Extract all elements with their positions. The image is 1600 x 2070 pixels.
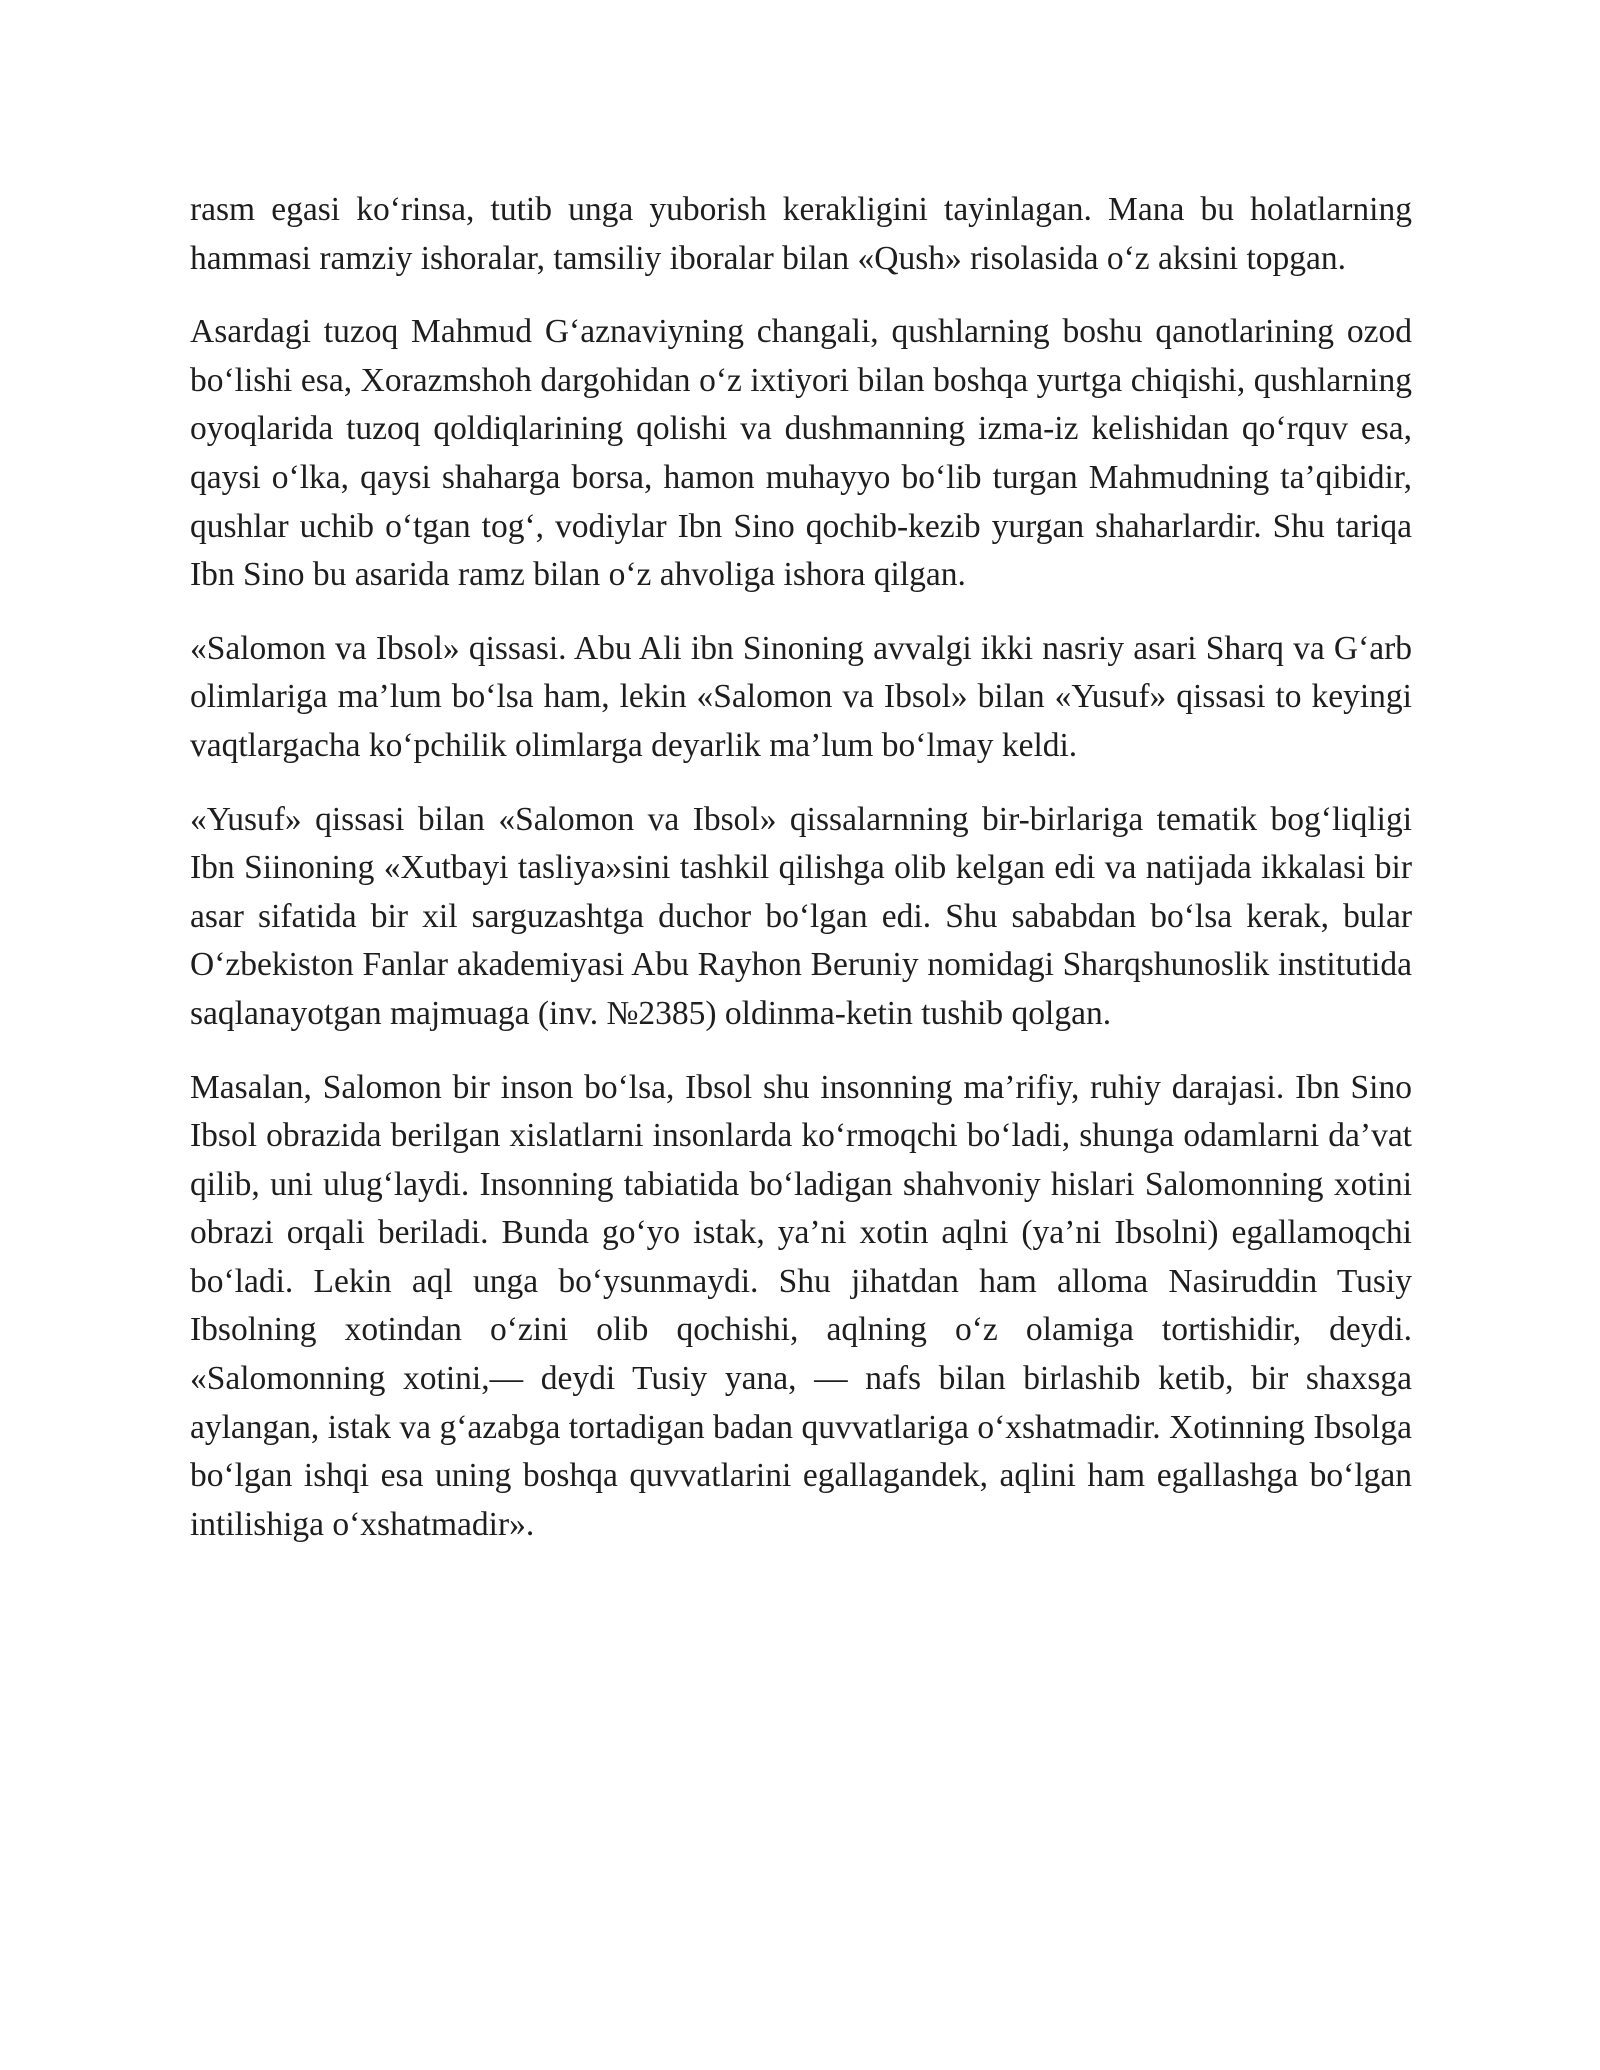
paragraph-3: «Salomon va Ibsol» qissasi. Abu Ali ibn Sinoning avvalgi ikki nasriy asari Sharq va G‘arb olimlariga ma’lum bo‘lsa ham, lekin «Salomon va Ibsol» bilan «Yusuf» qissasi to keyingi vaqtlargacha ko‘pchilik olimlarga deyarlik ma’lum bo‘lmay keldi.	[190, 629, 1412, 764]
paragraph-1: rasm egasi ko‘rinsa, tutib unga yuborish kerakligini tayinlagan. Mana bu holatlarning hammasi ramziy ishoralar, tamsiliy iboralar bilan «Qush» risolasida o‘z aksini topgan.	[190, 191, 1412, 277]
paragraph-5: Masalan, Salomon bir inson bo‘lsa, Ibsol shu insonning ma’rifiy, ruhiy darajasi. Ibn Sino Ibsol obrazida berilgan xislatlarni insonlarda ko‘rmoqchi bo‘ladi, shunga odamlarni da’vat qilib, uni ulug‘laydi. Insonning tabiatida bo‘ladigan shahvoniy hislari Salomonning xotini obrazi orqali beriladi. Bunda go‘yo istak, ya’ni xotin aqlni (ya’ni Ibsolni) egallamoqchi bo‘ladi. Lekin aql unga bo‘ysunmaydi. Shu jihatdan ham alloma Nasiruddin Tusiy Ibsolning xotindan o‘zini olib qochishi, aqlning o‘z olamiga tortishidir, deydi. «Salomonning xotini,— deydi Tusiy yana, — nafs bilan birlashib ketib, bir shaxsga aylangan, istak va g‘azabga tortadigan badan quvvatlariga o‘xshatmadir. Xotinning Ibsolga bo‘lgan ishqi esa uning boshqa quvvatlarini egallagandek, aqlini ham egallashga bo‘lgan intilishiga o‘xshatmadir».	[190, 1068, 1412, 1543]
paragraph-2: Asardagi tuzoq Mahmud G‘aznaviyning changali, qushlarning boshu qanotlarining ozod bo‘lishi esa, Xorazmshoh dargohidan o‘z ixtiyori bilan boshqa yurtga chiqishi, qushlarning oyoqlarida tuzoq qoldiqlarining qolishi va dushmanning izma-iz kelishidan qo‘rquv esa, qaysi o‘lka, qaysi shaharga borsa, hamon muhayyo bo‘lib turgan Mahmudning ta’qibidir, qushlar uchib o‘tgan tog‘, vodiylar Ibn Sino qochib-kezib yurgan shaharlardir. Shu tariqa Ibn Sino bu asarida ramz bilan o‘z ahvoliga ishora qilgan.	[190, 313, 1412, 594]
document-page	[190, 186, 1412, 1574]
paragraph-4: «Yusuf» qissasi bilan «Salomon va Ibsol» qissalarnning bir-birlariga tematik bog‘liqligi Ibn Siinoning «Xutbayi tasliya»sini tashkil qilishga olib kelgan edi va natijada ikkalasi bir asar sifatida bir xil sarguzashtga duchor bo‘lgan edi. Shu sababdan bo‘lsa kerak, bular O‘zbekiston Fanlar akademiyasi Abu Rayhon Beruniy nomidagi Sharqshunoslik institutida saqlanayotgan majmuaga (inv. №2385) oldinma-ketin tushib qolgan.	[190, 800, 1412, 1032]
